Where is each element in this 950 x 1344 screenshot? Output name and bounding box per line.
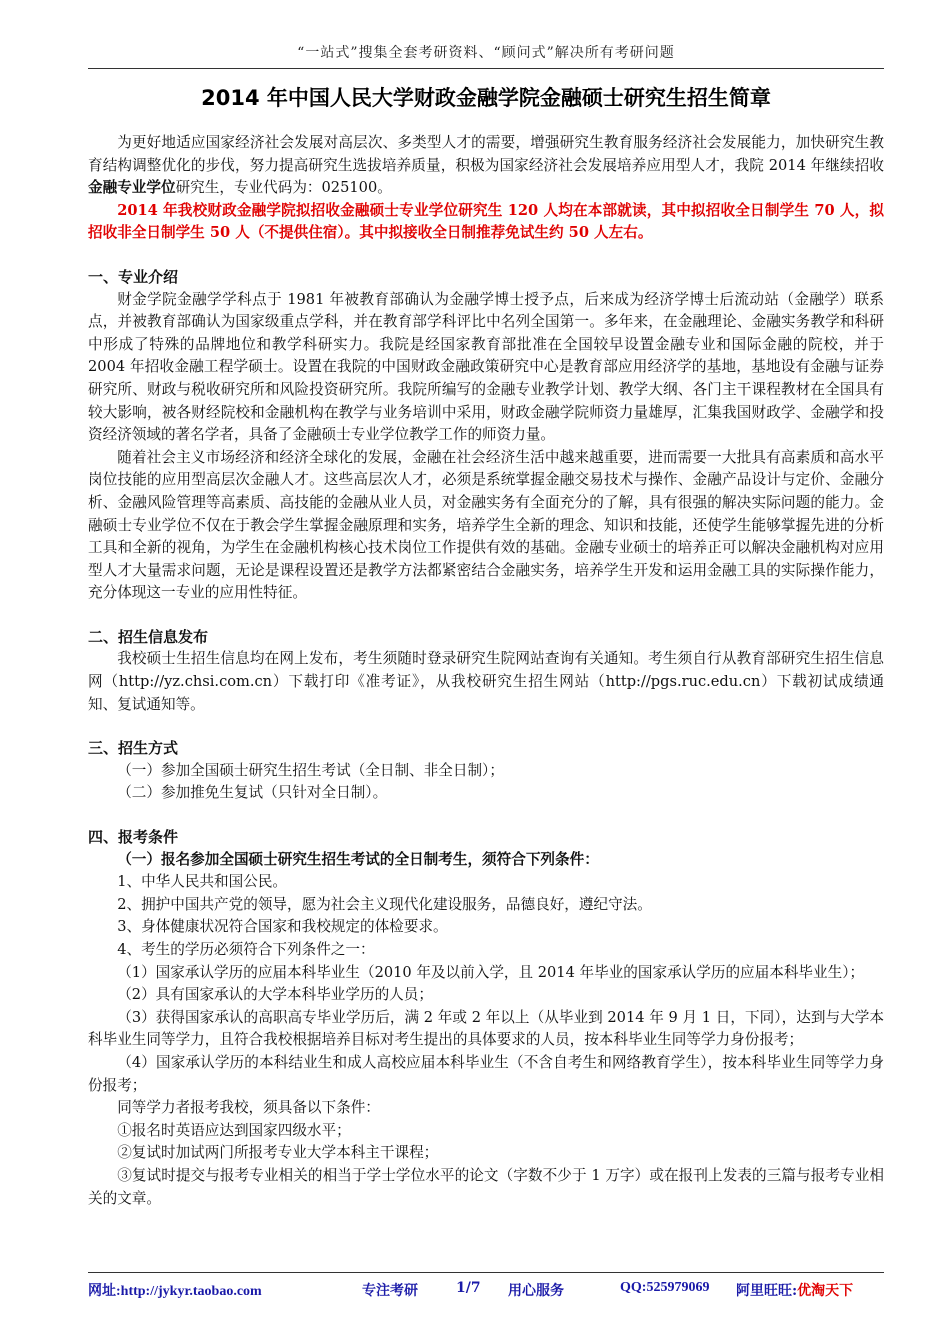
intro-text-end: 研究生，专业代码为：025100。 xyxy=(175,179,392,197)
eligibility-subheading: （一）报名参加全国硕士研究生招生考试的全日制考生，须符合下列条件： xyxy=(117,850,599,868)
document-page xyxy=(88,0,884,1344)
info-release-paragraph: 我校硕士生招生信息均在网上发布，考生须随时登录研究生院网站查询有关通知。考生须自行从教育部研究生招生信息网（http://yz.chsi.com.cn）下载打印《准考证》，从我校研究生招生网站（http://pgs.ruc.edu.cn）下载初试成绩通知、复试通知等。 xyxy=(88,650,884,713)
footer-qq-contact: QQ:525979069 xyxy=(620,1280,710,1295)
footer-wangwang-name: 优淘天下 xyxy=(797,1283,854,1299)
footer-slogan-focus: 专注考研 xyxy=(362,1283,418,1299)
admission-method-item-2: （二）参加推免生复试（只针对全日制）。 xyxy=(117,784,388,802)
education-condition-item: （2）具有国家承认的大学本科毕业学历的人员； xyxy=(117,986,433,1004)
equivalent-condition-item: ①报名时英语应达到国家四级水平； xyxy=(117,1121,351,1139)
education-condition-item: （1）国家承认学历的应届本科毕业生（2010 年及以前入学，且 2014 年毕业的国家承认学历的应届本科毕业生）； xyxy=(117,963,865,981)
intro-text-start: 为更好地适应国家经济社会发展对高层次、多类型人才的需要，增强研究生教育服务经济社会发展能力，加快研究生教育结构调整优化的步伐，努力提高研究生选拔培养质量，积极为国家经济社会发展培养应用型人才，我院 2014 年继续招收 xyxy=(88,134,884,174)
section-heading-eligibility: 四、报考条件 xyxy=(88,828,179,847)
page-header-slogan: “一站式”搜集全套考研资料、“顾问式”解决所有考研问题 xyxy=(297,45,675,61)
equivalent-condition-item: ②复试时加试两门所报考专业大学本科主干课程； xyxy=(117,1144,439,1162)
eligibility-item: 1、中华人民共和国公民。 xyxy=(117,873,288,891)
section-heading-admission-methods: 三、招生方式 xyxy=(88,739,179,758)
document-title: 2014 年中国人民大学财政金融学院金融硕士研究生招生简章 xyxy=(201,86,771,110)
intro-text-bold: 金融专业学位 xyxy=(88,179,176,197)
education-condition-item: （3）获得国家承认的高职高专毕业学历后，满 2 年或 2 年以上（从毕业到 2014 年 9 月 1 日，下同），达到与大学本科毕业生同等学力，且符合我校根据培养目标对考生提出的具体要求的人员，按本科毕业生同等学力身份报考； xyxy=(88,1008,884,1049)
footer-website-link[interactable]: 网址:http://jykyr.taobao.com xyxy=(88,1284,262,1299)
admission-method-item-1: （一）参加全国硕士研究生招生考试（全日制、非全日制）； xyxy=(117,761,504,779)
footer-page-number: 1/7 xyxy=(456,1280,481,1296)
eligibility-item: 4、考生的学历必须符合下列条件之一： xyxy=(117,941,375,958)
equivalent-education-intro: 同等学力者报考我校，须具备以下条件： xyxy=(117,1099,380,1117)
education-condition-item: （4）国家承认学历的本科结业生和成人高校应届本科毕业生（不含自考生和网络教育学生），按本科毕业生同等学力身份报考； xyxy=(88,1053,884,1094)
footer-wangwang-contact xyxy=(736,1280,853,1300)
footer-divider xyxy=(88,1272,884,1273)
section-heading-info-release: 二、招生信息发布 xyxy=(88,627,209,646)
document-body xyxy=(88,132,884,1210)
section-heading-program-intro: 一、专业介绍 xyxy=(88,267,179,286)
equivalent-condition-item: ③复试时提交与报考专业相关的相当于学士学位水平的论文（字数不少于 1 万字）或在报刊上发表的三篇与报考专业相关的文章。 xyxy=(88,1166,884,1207)
eligibility-item: 2、拥护中国共产党的领导，愿为社会主义现代化建设服务，品德良好，遵纪守法。 xyxy=(117,895,652,913)
intro-paragraph xyxy=(88,132,884,200)
header-divider xyxy=(88,68,884,69)
enrollment-quota-notice: 2014 年我校财政金融学院拟招收金融硕士专业学位研究生 120 人均在本部就读，其中拟招收全日制学生 70 人，拟招收非全日制学生 50 人（不提供住宿）。其中拟接收全日制推荐免试生约 50 人左右。 xyxy=(88,201,884,242)
program-intro-paragraph-2: 随着社会主义市场经济和经济全球化的发展，金融在社会经济生活中越来越重要，进而需要一大批具有高素质和高水平岗位技能的应用型高层次金融人才。这些高层次人才，必须是系统掌握金融交易技术与操作、金融产品设计与定价、金融分析、金融风险管理等高素质、高技能的金融从业人员，对金融实务有全面充分的了解，具有很强的解决实际问题的能力。金融硕士专业学位不仅在于教会学生掌握金融原理和实务，培养学生全新的理念、知识和技能，还使学生能够掌握先进的分析工具和全新的视角，为学生在金融机构核心技术岗位工作提供有效的基础。金融专业硕士的培养正可以解决金融机构对应用型人才大量需求问题，无论是课程设置还是教学方法都紧密结合金融实务，培养学生开发和运用金融工具的实际操作能力，充分体现这一专业的应用性特征。 xyxy=(88,448,884,602)
eligibility-item: 3、身体健康状况符合国家和我校规定的体检要求。 xyxy=(117,918,448,936)
program-intro-paragraph-1: 财金学院金融学学科点于 1981 年被教育部确认为金融学博士授予点，后来成为经济学博士后流动站（金融学）联系点，并被教育部确认为国家级重点学科，并在教育部学科评比中名列全国第一。多年来，在金融理论、金融实务教学和科研中形成了特殊的品牌地位和教学科研实力。我院是经国家教育部批准在全国较早设置金融专业和国际金融的院校，并于 2004 年招收金融工程学硕士。设置在我院的中国财政金融政策研究中心是教育部应用经济学的基地，基地设有金融与证券研究所、财政与税收研究所和风险投资研究所。我院所编写的金融专业教学计划、教学大纲、各门主干课程教材在全国具有较大影响，被各财经院校和金融机构在教学与业务培训中采用，财政金融学院师资力量雄厚，汇集我国财政学、金融学和投资经济领域的著名学者，具备了金融硕士专业学位教学工作的师资力量。 xyxy=(88,290,884,444)
page-footer xyxy=(88,1280,884,1302)
footer-slogan-service: 用心服务 xyxy=(508,1283,564,1299)
footer-wangwang-label: 阿里旺旺: xyxy=(736,1283,798,1299)
